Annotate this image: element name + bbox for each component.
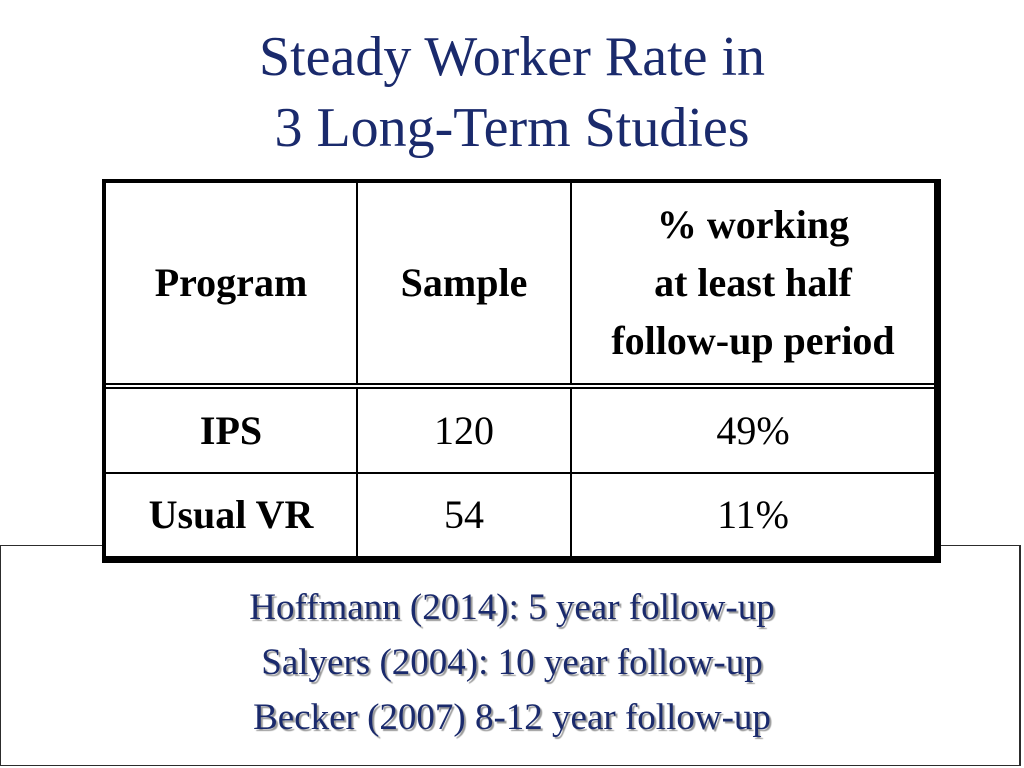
title-line-1: Steady Worker Rate in — [258, 26, 766, 88]
results-table — [102, 179, 941, 563]
header-pct-line-1: % working — [656, 202, 850, 247]
note-hoffmann: Hoffmann (2014): 5 year follow-up — [249, 587, 775, 628]
table-header-row — [106, 183, 934, 386]
header-sample: Sample — [357, 183, 571, 386]
percent-cell: 11% — [571, 473, 934, 557]
percent-cell: 49% — [571, 386, 934, 473]
header-pct-line-3: follow-up period — [611, 318, 895, 363]
sample-cell: 120 — [357, 386, 571, 473]
study-notes — [0, 580, 1024, 745]
program-cell: IPS — [106, 386, 357, 473]
table-row — [106, 386, 934, 473]
table-row — [106, 473, 934, 557]
header-program: Program — [106, 183, 357, 386]
title-line-2: 3 Long-Term Studies — [274, 97, 750, 159]
note-becker: Becker (2007) 8-12 year follow-up — [253, 697, 771, 738]
slide-title — [0, 22, 1024, 164]
sample-cell: 54 — [357, 473, 571, 557]
program-cell: Usual VR — [106, 473, 357, 557]
header-pct-line-2: at least half — [654, 260, 852, 305]
note-salyers: Salyers (2004): 10 year follow-up — [261, 642, 763, 683]
header-percent-working — [571, 183, 934, 386]
